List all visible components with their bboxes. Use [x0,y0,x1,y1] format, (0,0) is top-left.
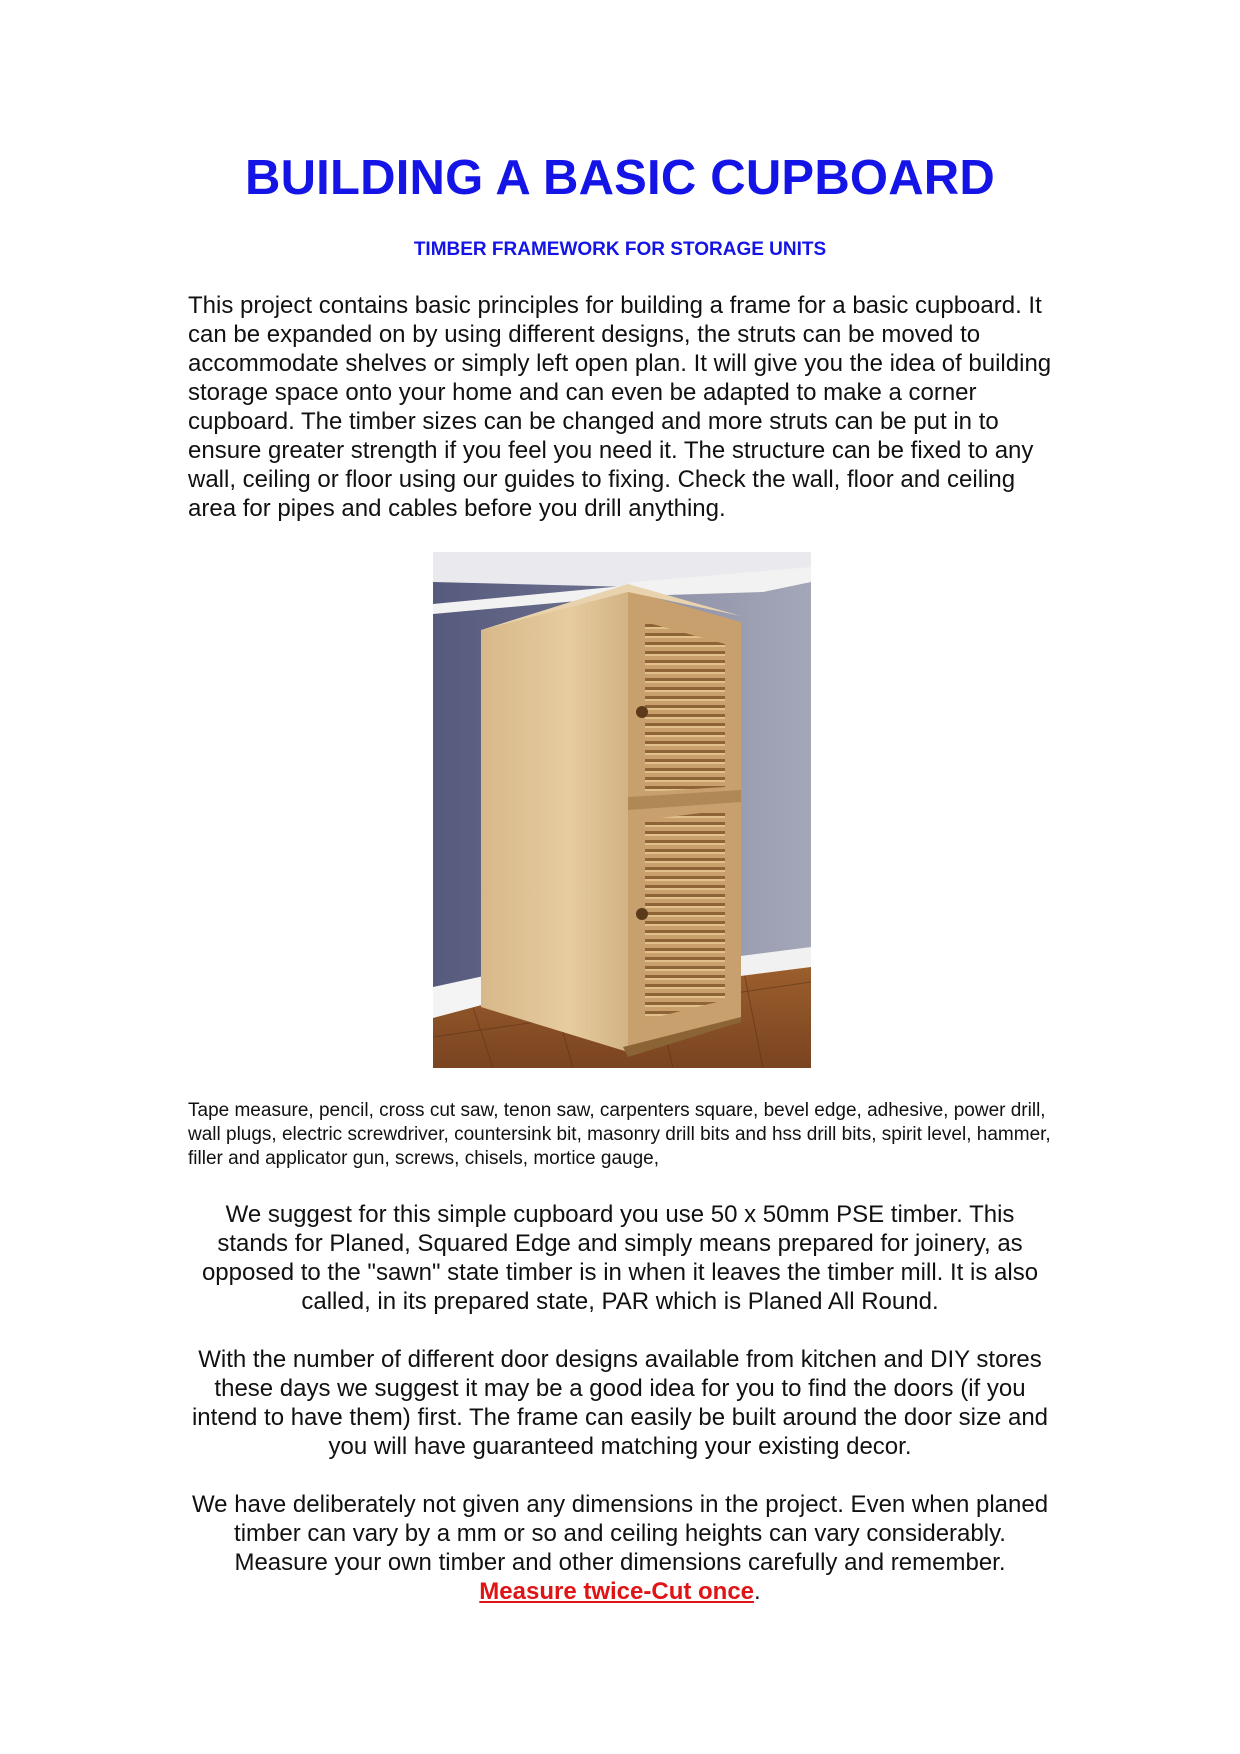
timber-paragraph: We suggest for this simple cupboard you use 50 x 50mm PSE timber. This stands for Planed, Squared Edge and simply means prepared for joinery, as opposed to the "sawn" state timber is in when it leaves the timber mill. It is also called, in its prepared state, PAR which is Planed All Round. [201,1201,1039,1315]
page-title: BUILDING A BASIC CUPBOARD [245,151,995,205]
measure-twice-link[interactable]: Measure twice-Cut once [479,1578,755,1605]
dimensions-paragraph [190,1490,1050,1606]
page-subtitle: TIMBER FRAMEWORK FOR STORAGE UNITS [413,239,827,260]
intro-paragraph: This project contains basic principles for building a frame for a basic cupboard. It can be expanded on by using different designs, the struts can be moved to accommodate shelves or simply left open plan. It will give you the idea of building storage space onto your home and can even be adapted to make a corner cupboard. The timber sizes can be changed and more struts can be put in to ensure greater strength if you feel you need it. The structure can be fixed to any wall, ceiling or floor using our guides to fixing. Check the wall, floor and ceiling area for pipes and cables before you drill anything. [188,292,1052,522]
dimensions-text: We have deliberately not given any dimensions in the project. Even when planed timber can vary by a mm or so and ceiling heights can vary considerably. Measure your own timber and other dimensions carefully and remember. [191,1491,1049,1576]
cupboard-photo [433,552,811,1068]
doors-paragraph: With the number of different door designs available from kitchen and DIY stores these days we suggest it may be a good idea for you to find the doors (if you intend to have them) first. The frame can easily be built around the door size and you will have guaranteed matching your existing decor. [191,1346,1049,1460]
tools-list: Tape measure, pencil, cross cut saw, tenon saw, carpenters square, bevel edge, adhesive, power drill, wall plugs, electric screwdriver, countersink bit, masonry drill bits and hss drill bits, spirit level, hammer, filler and applicator gun, screws, chisels, mortice gauge, [188,1100,1051,1169]
dimensions-end: . [754,1578,761,1605]
